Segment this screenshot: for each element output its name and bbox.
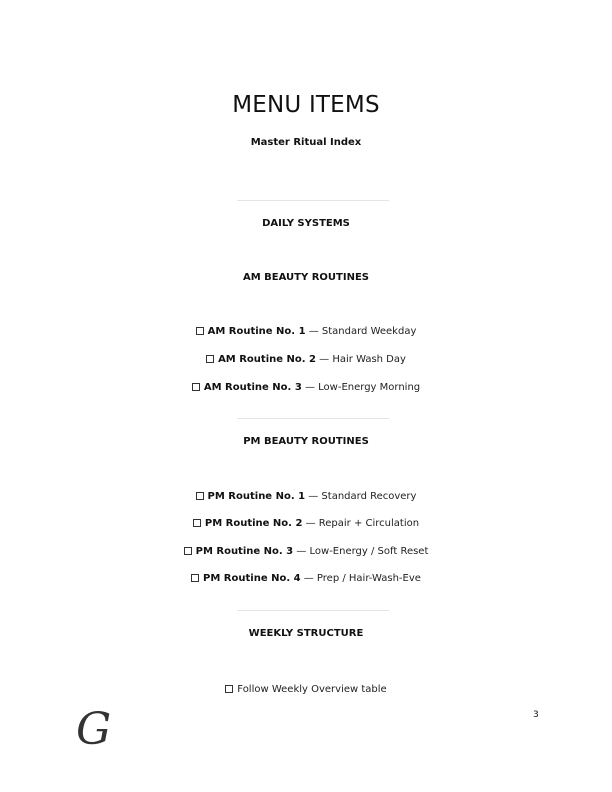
checklist-item-pm-1[interactable]: PM Routine No. 1 — Standard Recovery: [0, 491, 612, 502]
checklist-item-pm-4[interactable]: PM Routine No. 4 — Prep / Hair-Wash-Eve: [0, 573, 612, 584]
section-heading-daily: DAILY SYSTEMS: [262, 218, 350, 229]
divider: [237, 610, 389, 611]
checkbox-icon[interactable]: [192, 383, 200, 391]
checklist-item-am-1[interactable]: AM Routine No. 1 — Standard Weekday: [0, 326, 612, 337]
checklist-item-am-3[interactable]: AM Routine No. 3 — Low-Energy Morning: [0, 382, 612, 393]
checkbox-icon[interactable]: [206, 355, 214, 363]
section-heading-weekly: WEEKLY STRUCTURE: [248, 628, 364, 639]
section-heading-am: AM BEAUTY ROUTINES: [243, 272, 369, 283]
checkbox-icon[interactable]: [184, 547, 192, 555]
checkbox-icon[interactable]: [196, 327, 204, 335]
page-subtitle: Master Ritual Index: [250, 137, 362, 148]
checklist-item-pm-3[interactable]: PM Routine No. 3 — Low-Energy / Soft Reset: [0, 546, 612, 557]
checklist-item-am-2[interactable]: AM Routine No. 2 — Hair Wash Day: [0, 354, 612, 365]
checkbox-icon[interactable]: [191, 574, 199, 582]
checkbox-icon[interactable]: [196, 492, 204, 500]
checklist-item-weekly-1[interactable]: Follow Weekly Overview table: [0, 684, 612, 695]
page-title: MENU ITEMS: [232, 92, 380, 118]
brand-logo: G: [76, 704, 112, 755]
divider: [237, 418, 389, 419]
page-number: 3: [533, 710, 539, 720]
checkbox-icon[interactable]: [225, 685, 233, 693]
divider: [237, 200, 389, 201]
checkbox-icon[interactable]: [193, 519, 201, 527]
checklist-item-pm-2[interactable]: PM Routine No. 2 — Repair + Circulation: [0, 518, 612, 529]
section-heading-pm: PM BEAUTY ROUTINES: [243, 436, 369, 447]
